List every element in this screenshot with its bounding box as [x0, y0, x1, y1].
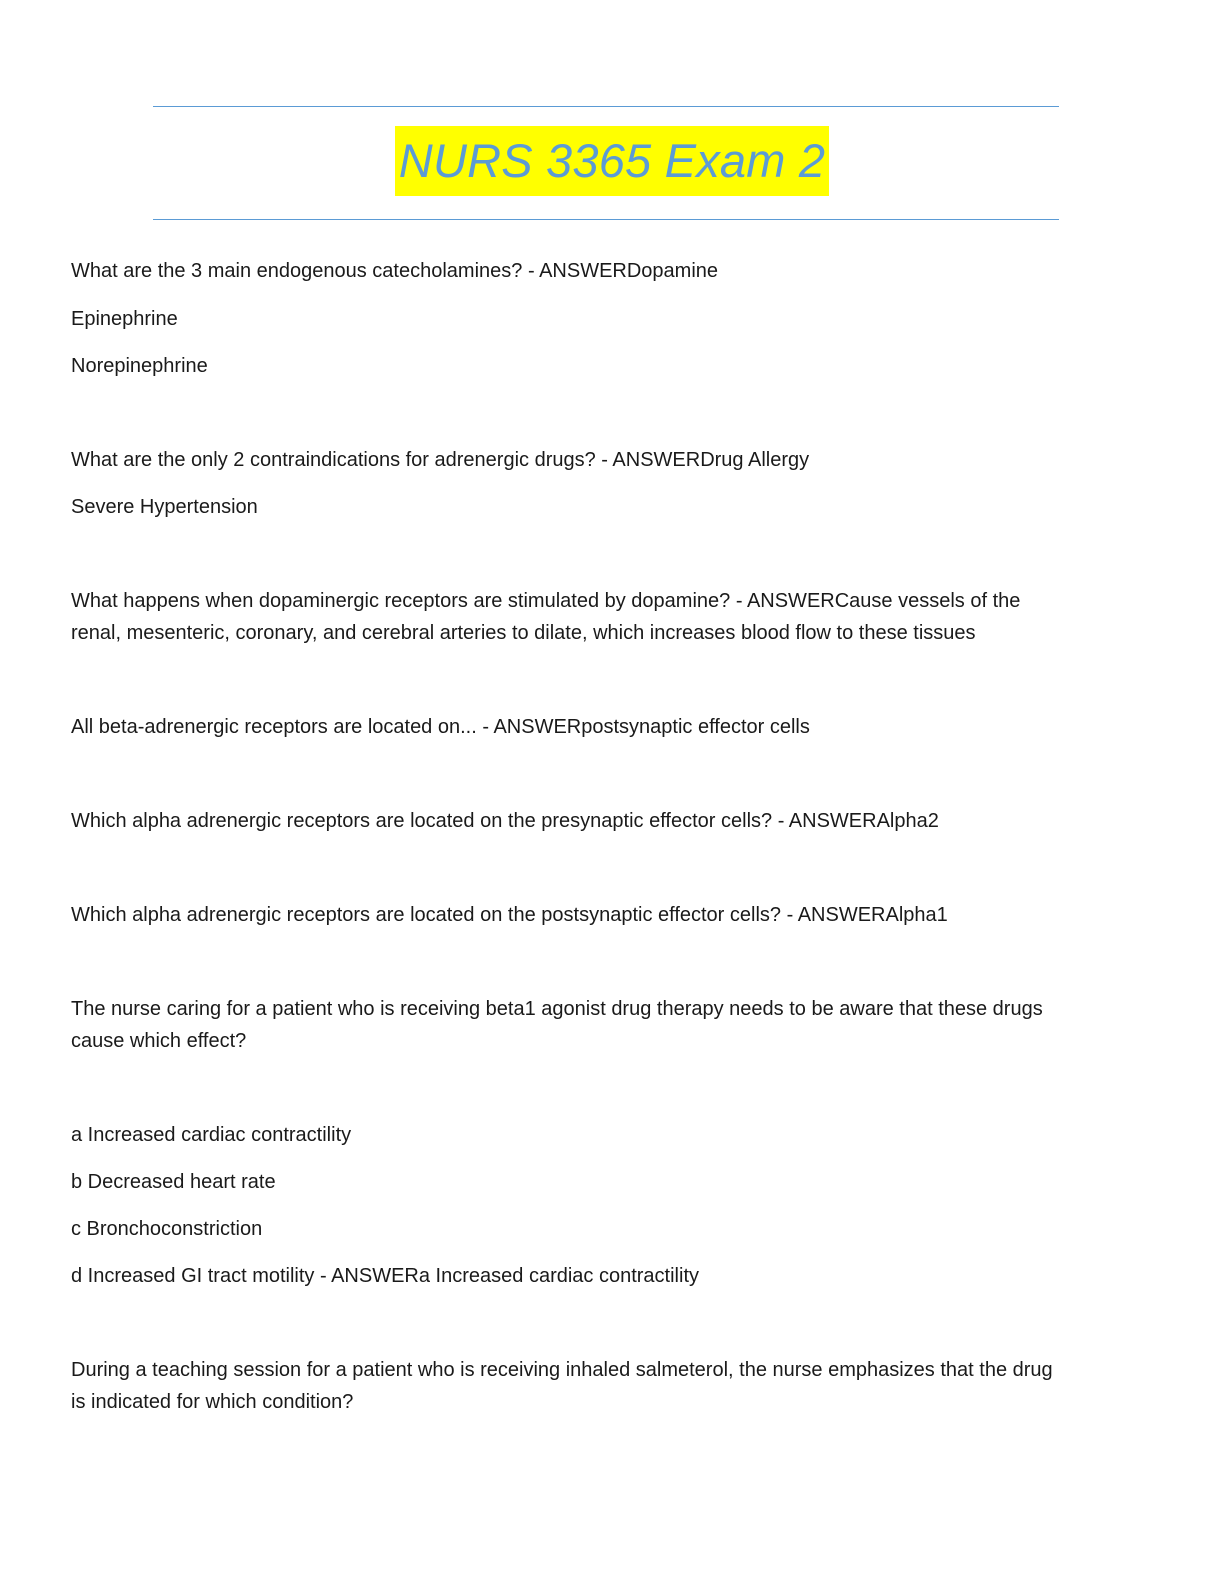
- question-8-line-2: is indicated for which condition?: [71, 1391, 354, 1413]
- question-7-line-2: cause which effect?: [71, 1030, 247, 1052]
- question-8-line-1: During a teaching session for a patient who is receiving inhaled salmeterol, the nurse emphasizes that the drug: [71, 1359, 1053, 1381]
- answer-2-line-2: Severe Hypertension: [71, 496, 258, 518]
- option-b-line: b Decreased heart rate: [71, 1171, 276, 1193]
- document-title: NURS 3365 Exam 2: [395, 126, 829, 196]
- title-top-rule: [153, 106, 1059, 107]
- option-d-answer-line: d Increased GI tract motility - ANSWERa Increased cardiac contractility: [71, 1265, 699, 1287]
- question-6-line: Which alpha adrenergic receptors are located on the postsynaptic effector cells? - ANSWERAlpha1: [71, 904, 948, 926]
- question-3-line-2: renal, mesenteric, coronary, and cerebral arteries to dilate, which increases blood flow to these tissues: [71, 622, 976, 644]
- answer-1-line-3: Norepinephrine: [71, 355, 208, 377]
- title-container: [0, 126, 1224, 196]
- question-2-line: What are the only 2 contraindications for adrenergic drugs? - ANSWERDrug Allergy: [71, 449, 810, 471]
- option-a-line: a Increased cardiac contractility: [71, 1124, 352, 1146]
- title-bottom-rule: [153, 219, 1059, 220]
- question-4-line: All beta-adrenergic receptors are located on... - ANSWERpostsynaptic effector cells: [71, 716, 810, 738]
- question-1-line: What are the 3 main endogenous catecholamines? - ANSWERDopamine: [71, 260, 719, 282]
- question-5-line: Which alpha adrenergic receptors are located on the presynaptic effector cells? - ANSWERAlpha2: [71, 810, 939, 832]
- question-7-line-1: The nurse caring for a patient who is receiving beta1 agonist drug therapy needs to be aware that these drugs: [71, 998, 1043, 1020]
- option-c-line: c Bronchoconstriction: [71, 1218, 263, 1240]
- question-3-line-1: What happens when dopaminergic receptors are stimulated by dopamine? - ANSWERCause vessels of the: [71, 590, 1021, 612]
- answer-1-line-2: Epinephrine: [71, 308, 178, 330]
